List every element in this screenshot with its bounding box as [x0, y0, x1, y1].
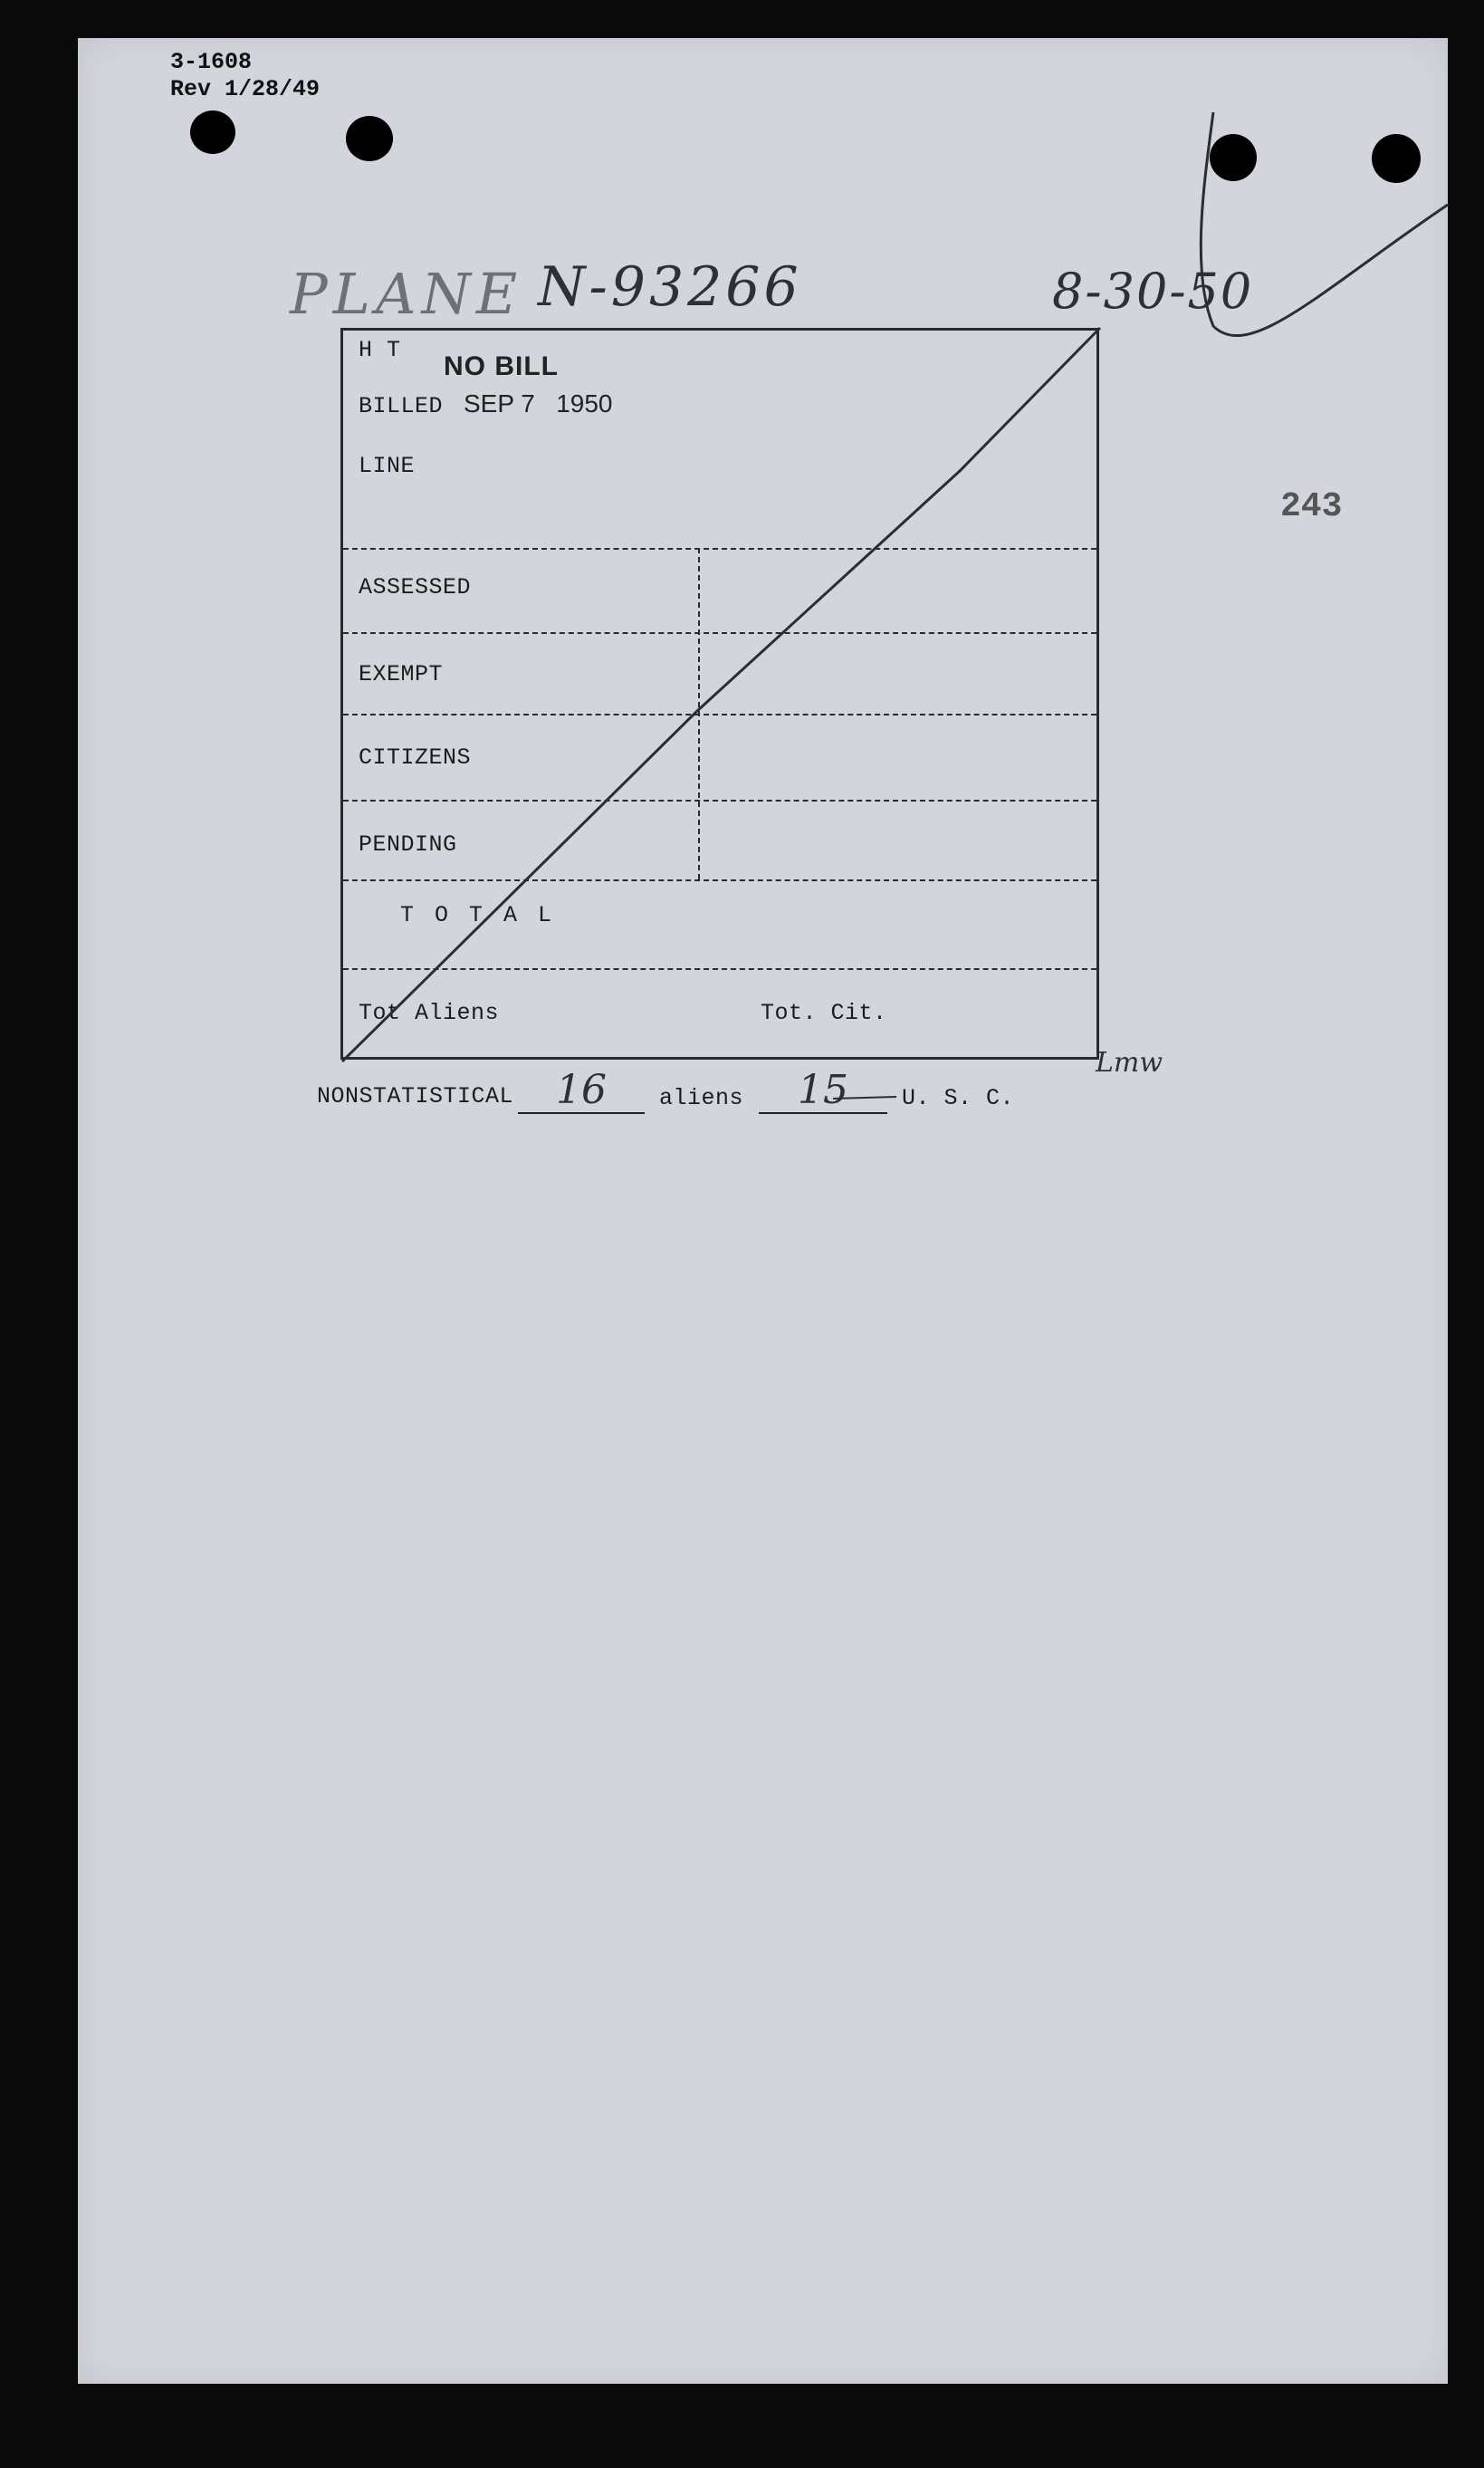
punch-hole-right-2 — [1372, 134, 1421, 183]
punch-hole-left-1 — [190, 110, 235, 154]
handwritten-date: 8-30-50 — [1052, 263, 1254, 320]
handwritten-initials: Lmw — [1096, 1047, 1163, 1079]
nonstat-usc-value: 15 — [759, 1069, 887, 1114]
nonstat-aliens-field — [518, 1069, 645, 1114]
ht-label: H T — [359, 337, 401, 363]
tot-cit-label: Tot. Cit. — [761, 1000, 887, 1026]
row-label-assessed: ASSESSED — [359, 574, 472, 600]
form-revision: Rev 1/28/49 — [170, 76, 321, 102]
row-label-citizens: CITIZENS — [359, 744, 472, 771]
punch-hole-right-1 — [1210, 134, 1257, 181]
handwritten-plane-number: N-93266 — [538, 255, 802, 319]
billed-label: BILLED — [359, 393, 444, 419]
aliens-label: aliens — [659, 1085, 744, 1111]
usc-label: U. S. C. — [902, 1085, 1015, 1111]
nonstatistical-label: NONSTATISTICAL — [317, 1083, 514, 1109]
punch-hole-left-2 — [346, 116, 393, 161]
billed-date-stamp: SEP 7 1950 — [464, 389, 613, 418]
line-label: LINE — [359, 453, 416, 479]
handwritten-plane-label: PLANE — [290, 261, 523, 327]
manifest-form-box — [340, 328, 1099, 1060]
row-label-exempt: EXEMPT — [359, 661, 444, 687]
no-bill-stamp: NO BILL — [444, 351, 559, 381]
row-label-pending: PENDING — [359, 831, 457, 858]
total-label: T O T A L — [400, 902, 556, 928]
nonstat-aliens-value: 16 — [518, 1069, 645, 1114]
page-number: 243 — [1280, 487, 1343, 526]
form-number: 3-1608 — [170, 49, 253, 75]
tot-aliens-label: Tot Aliens — [359, 1000, 500, 1026]
nonstat-usc-field — [759, 1069, 887, 1114]
